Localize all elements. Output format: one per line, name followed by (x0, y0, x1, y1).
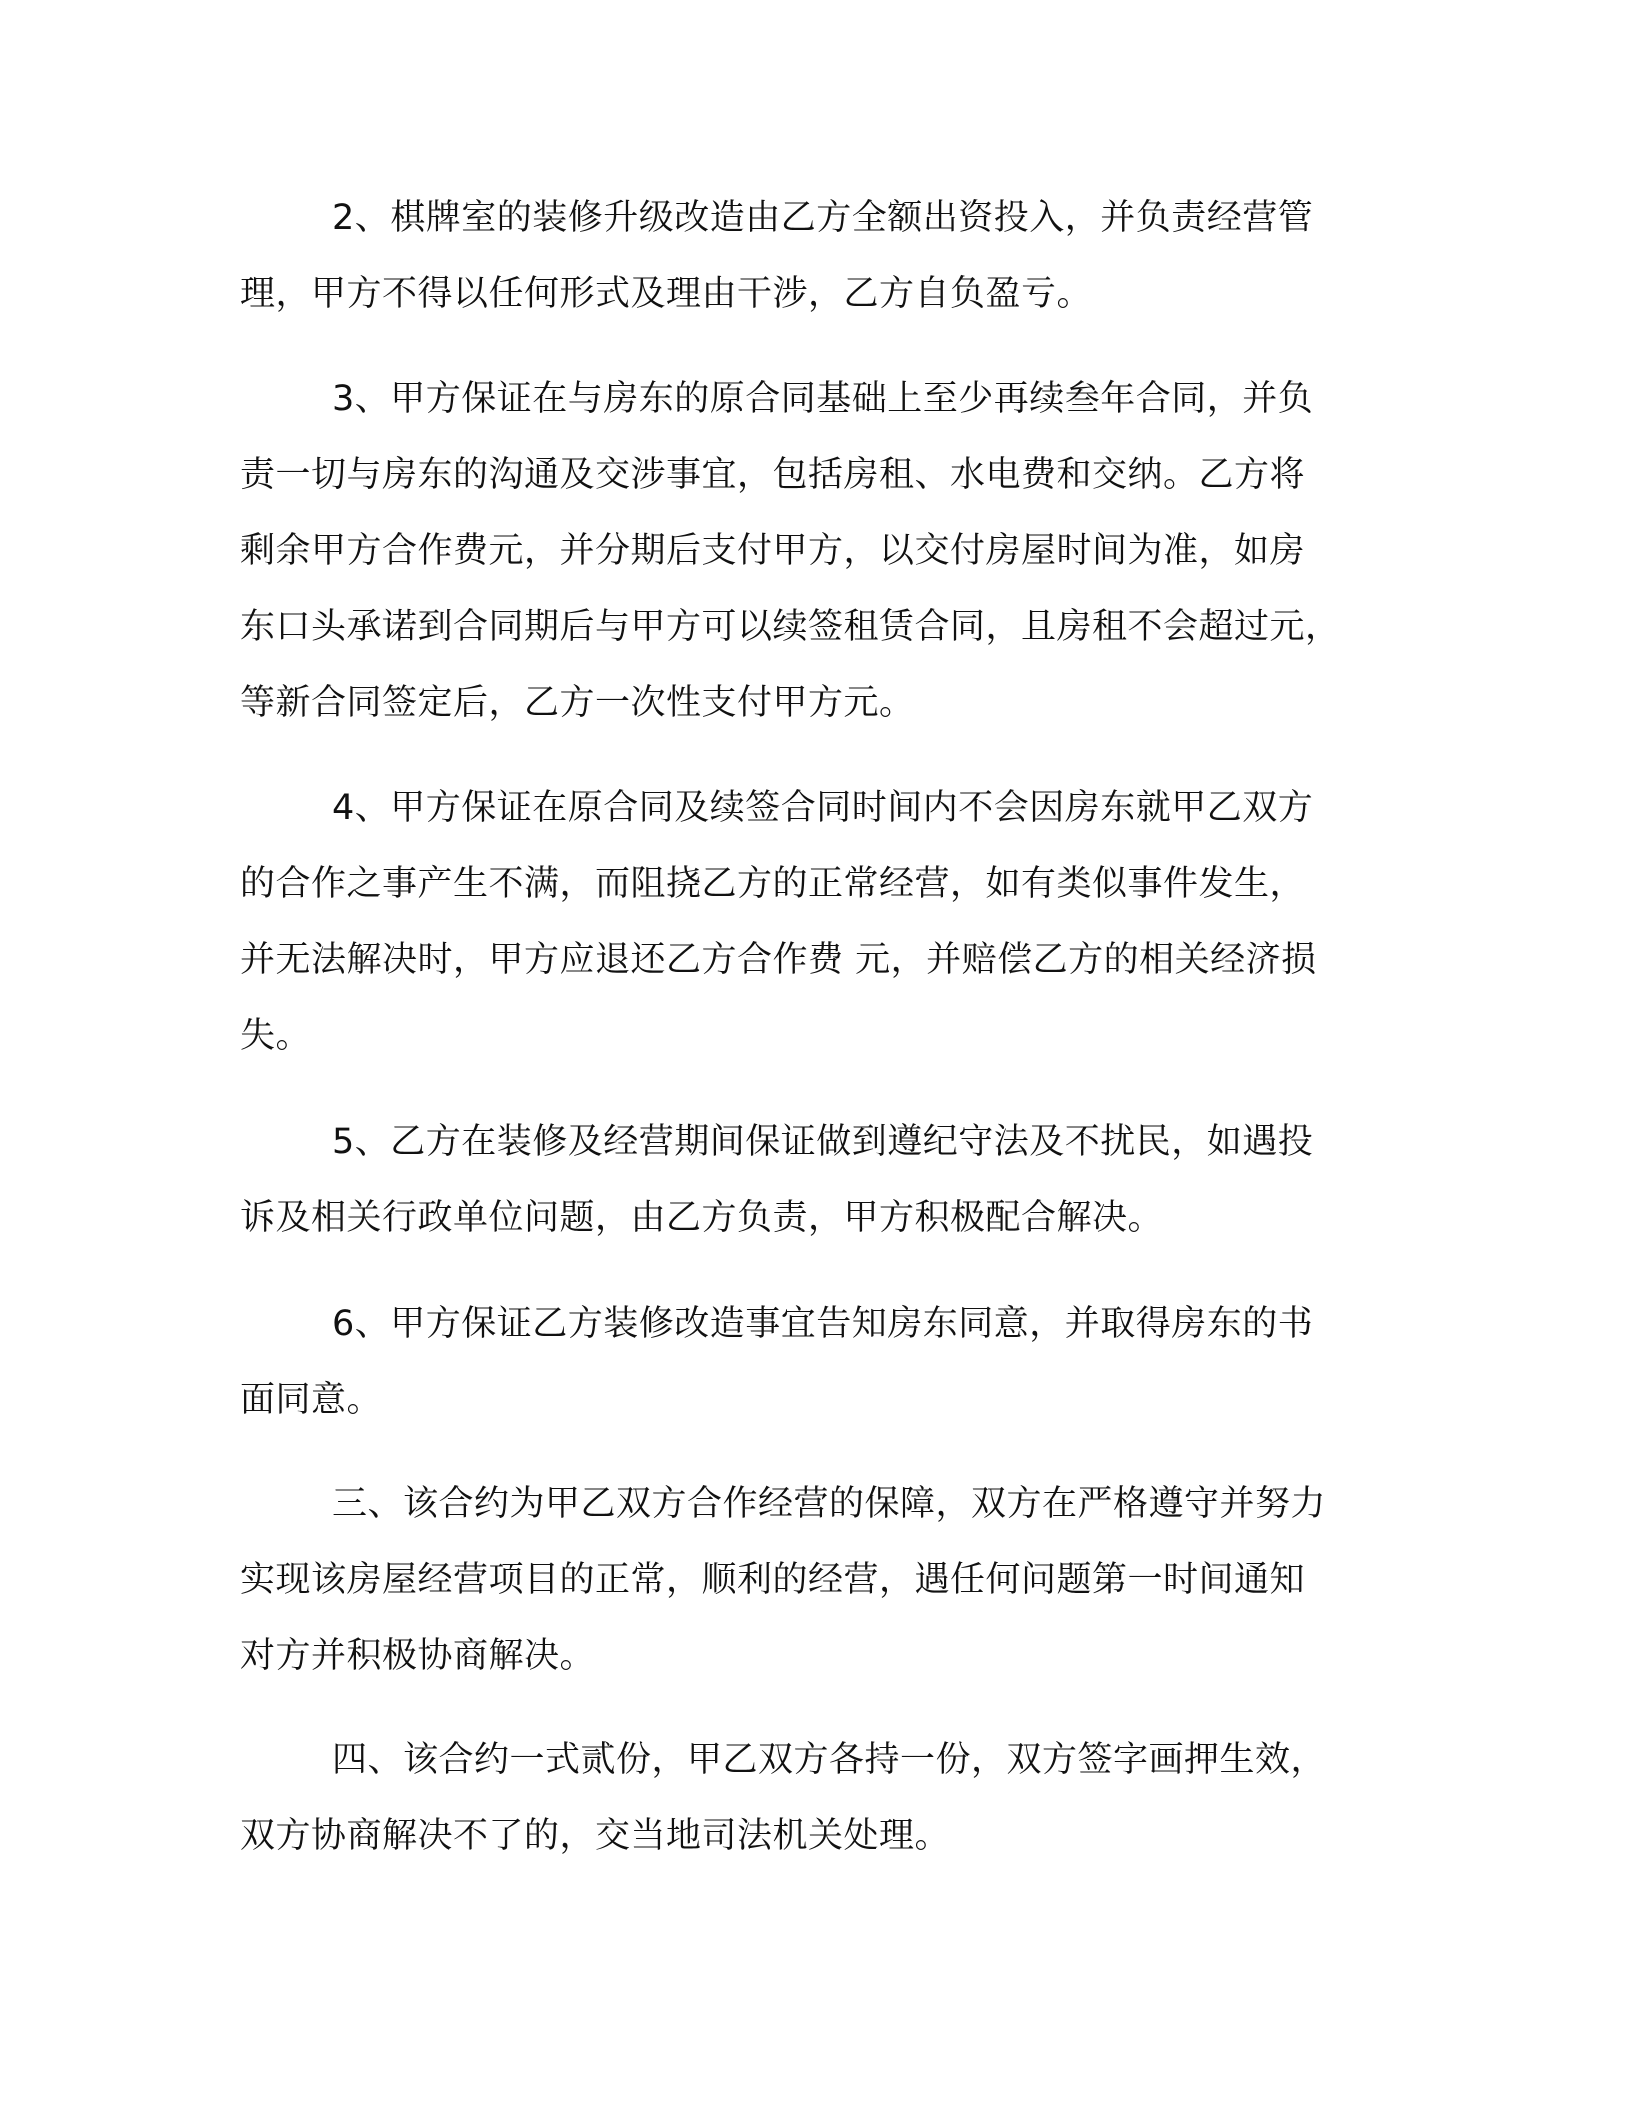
clause-line: 四、该合约一式贰份，甲乙双方各持一份，双方签字画押生效， (332, 1740, 1327, 1780)
clause-line: 并无法解决时，甲方应退还乙方合作费 元，并赔偿乙方的相关经济损 (240, 940, 1317, 980)
clause-four (240, 1722, 1375, 1874)
clause-line: 6、甲方保证乙方装修改造事宜告知房东同意，并取得房东的书 (332, 1304, 1314, 1344)
clause-line: 责一切与房东的沟通及交涉事宜，包括房租、水电费和交纳。乙方将 (240, 455, 1306, 495)
clause-line: 理，甲方不得以任何形式及理由干涉，乙方自负盈亏。 (240, 274, 1093, 314)
clause-line: 对方并积极协商解决。 (240, 1636, 596, 1676)
clause-line: 5、乙方在装修及经营期间保证做到遵纪守法及不扰民，如遇投 (332, 1122, 1314, 1162)
clause-line: 东口头承诺到合同期后与甲方可以续签租赁合同，且房租不会超过元， (240, 607, 1341, 647)
clause-line: 4、甲方保证在原合同及续签合同时间内不会因房东就甲乙双方 (332, 788, 1314, 828)
clause-line: 双方协商解决不了的，交当地司法机关处理。 (240, 1816, 951, 1856)
clause-6 (240, 1286, 1375, 1438)
clause-line: 实现该房屋经营项目的正常，顺利的经营，遇任何问题第一时间通知 (240, 1560, 1306, 1600)
clause-line: 三、该合约为甲乙双方合作经营的保障，双方在严格遵守并努力 (332, 1484, 1327, 1524)
clause-line: 的合作之事产生不满，而阻挠乙方的正常经营，如有类似事件发生， (240, 864, 1306, 904)
clause-4 (240, 770, 1375, 1074)
clause-three (240, 1466, 1375, 1694)
clause-line: 诉及相关行政单位问题，由乙方负责，甲方积极配合解决。 (240, 1198, 1164, 1238)
clause-line: 剩余甲方合作费元，并分期后支付甲方，以交付房屋时间为准，如房 (240, 531, 1306, 571)
clause-2 (240, 180, 1375, 332)
clause-line: 失。 (240, 1016, 312, 1056)
clause-3 (240, 361, 1375, 741)
clause-line: 2、棋牌室的装修升级改造由乙方全额出资投入，并负责经营管 (332, 198, 1314, 238)
clause-line: 等新合同签定后，乙方一次性支付甲方元。 (240, 683, 915, 723)
clause-line: 面同意。 (240, 1380, 383, 1420)
clause-line: 3、甲方保证在与房东的原合同基础上至少再续叁年合同，并负 (332, 379, 1314, 419)
clause-5 (240, 1104, 1375, 1256)
